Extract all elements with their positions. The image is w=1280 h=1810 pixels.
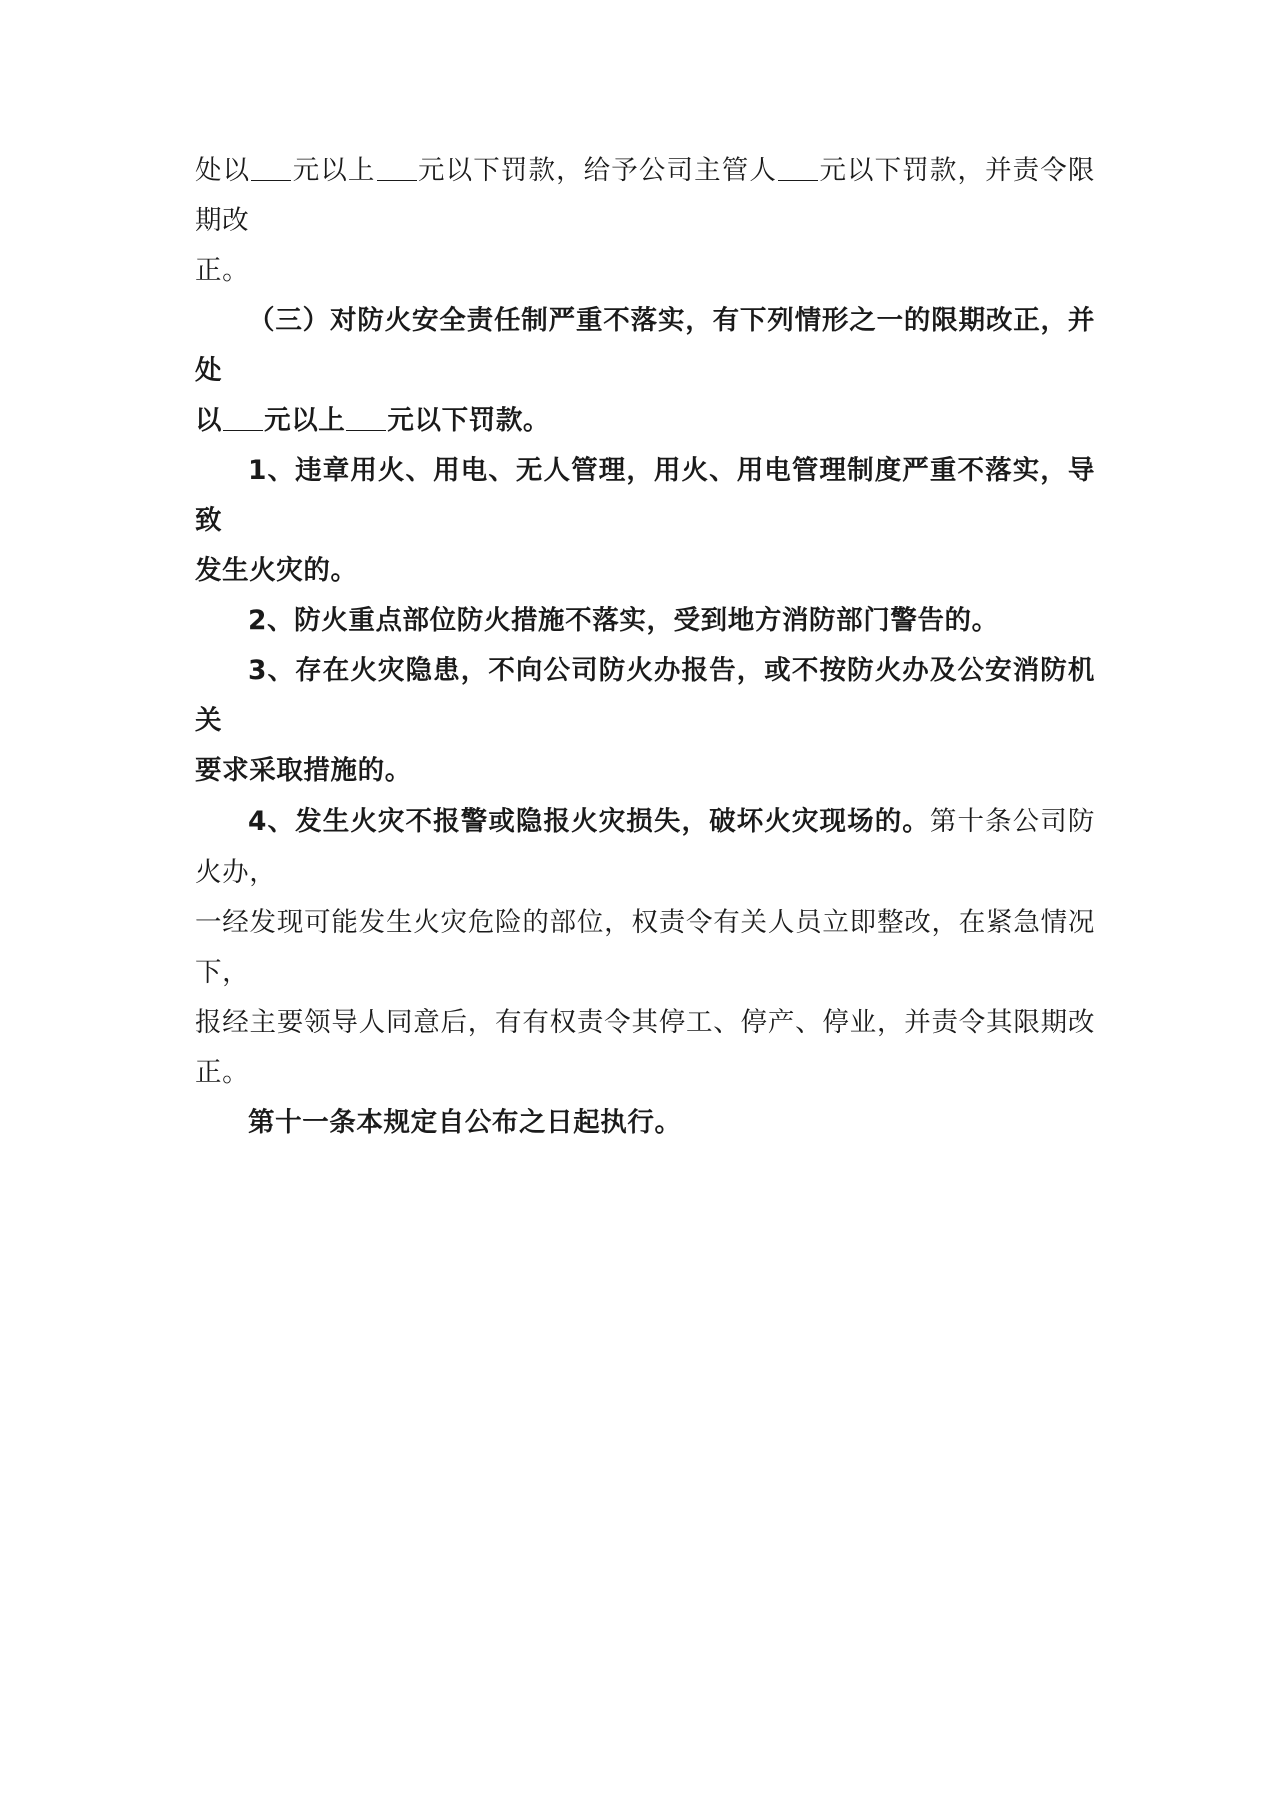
document-body	[195, 146, 1095, 1148]
paragraph-item-4	[195, 796, 1095, 1098]
text-line	[195, 796, 1095, 898]
text-line: （三）对防火安全责任制严重不落实，有下列情形之一的限期改正，并处	[195, 305, 1095, 386]
text-segment: 元以上	[264, 405, 346, 436]
paragraph-article-eleven	[195, 1098, 1095, 1148]
fill-blank	[377, 150, 417, 181]
paragraph-item-2	[195, 596, 1095, 646]
paragraph-item-1	[195, 446, 1095, 596]
text-segment: 元以上	[292, 155, 376, 186]
text-segment: 元以下罚款，并责令限期改	[195, 155, 1095, 236]
text-line: 一经发现可能发生火灾危险的部位，权责令有关人员立即整改，在紧急情况下，	[195, 907, 1095, 988]
text-segment: 元以下罚款，给予公司主管人	[417, 155, 777, 186]
text-segment: 第十条公司防火办，	[195, 806, 1095, 888]
paragraph-item-3	[195, 646, 1095, 796]
fill-blank	[346, 400, 386, 431]
text-segment: 处以	[195, 155, 251, 186]
text-line	[195, 146, 1095, 246]
paragraph-section-three	[195, 296, 1095, 446]
paragraph-penalty-continuation	[195, 146, 1095, 296]
text-line: 发生火灾的。	[195, 555, 358, 586]
text-line: 正。	[195, 255, 250, 286]
fill-blank	[251, 150, 291, 181]
text-line: 3、存在火灾隐患，不向公司防火办报告，或不按防火办及公安消防机关	[195, 655, 1095, 736]
text-line: 第十一条本规定自公布之日起执行。	[248, 1107, 682, 1138]
text-line	[195, 396, 1095, 446]
fill-blank	[778, 150, 818, 181]
text-segment: 以	[195, 405, 223, 436]
text-line: 1、违章用火、用电、无人管理，用火、用电管理制度严重不落实，导致	[195, 455, 1095, 536]
text-line: 报经主要领导人同意后，有有权责令其停工、停产、停业，并责令其限期改正。	[195, 1007, 1095, 1088]
text-segment: 元以下罚款。	[387, 405, 551, 436]
fill-blank	[223, 400, 263, 431]
text-line: 2、防火重点部位防火措施不落实，受到地方消防部门警告的。	[248, 605, 999, 636]
text-segment-bold: 4、发生火灾不报警或隐报火灾损失，破坏火灾现场的。	[248, 806, 930, 837]
text-line: 要求采取措施的。	[195, 755, 412, 786]
